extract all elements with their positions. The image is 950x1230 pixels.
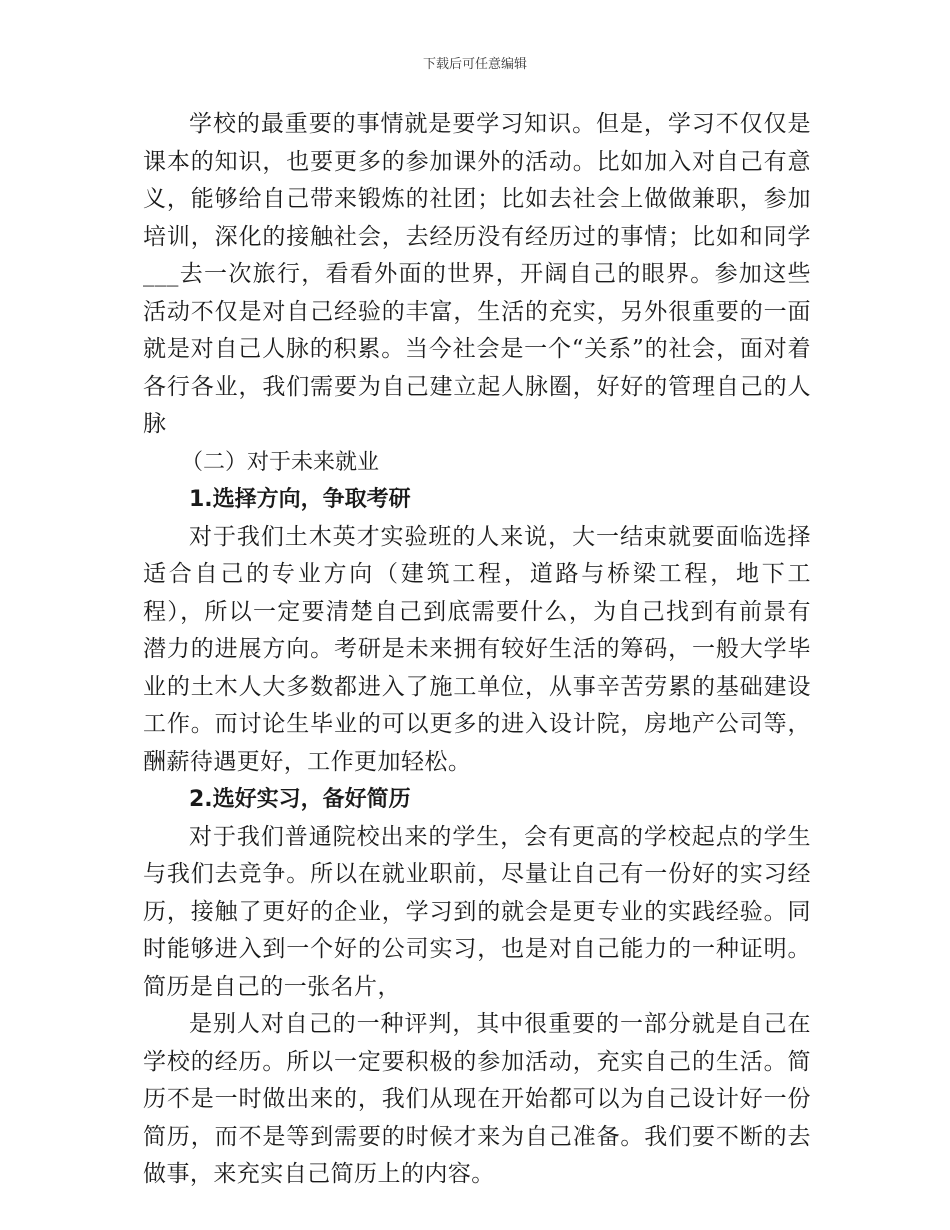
subheading-internship-resume: 2.选好实习，备好简历 (189, 787, 411, 812)
paragraph-resume: 是别人对自己的一种评判，其中很重要的一部分就是自己在学校的经历。所以一定要积极的参加活动，充实自己的生活。简历不是一时做出来的，我们从现在开始都可以为自己设计好一份简历，而不是等到需要的时候才来为自己准备。我们要不断的去做事，来充实自己简历上的内容。 (143, 1011, 811, 1187)
subheading-choose-direction: 1.选择方向，争取考研 (189, 487, 411, 512)
section-heading-future-employment: （二）对于未来就业 (181, 449, 380, 475)
paragraph-internship: 对于我们普通院校出来的学生，会有更高的学校起点的学生与我们去竞争。所以在就业职前，尽量让自己有一份好的实习经历，接触了更好的企业，学习到的就会是更专业的实践经验。同时能够进入到一个好的公司实习，也是对自己能力的一种证明。简历是自己的一张名片， (143, 823, 811, 1000)
page-header: 下载后可任意编辑 (422, 57, 527, 72)
paragraph-direction-and-postgrad: 对于我们土木英才实验班的人来说，大一结束就要面临选择适合自己的专业方向（建筑工程，道路与桥梁工程，地下工程），所以一定要清楚自己到底需要什么，为自己找到有前景有潜力的进展方向。考研是未来拥有较好生活的筹码，一般大学毕业的土木人大多数都进入了施工单位，从事辛苦劳累的基础建设工作。而讨论生毕业的可以更多的进入设计院，房地产公司等，酬薪待遇更好，工作更加轻松。 (143, 523, 811, 775)
paragraph-study-and-activities: 学校的最重要的事情就是要学习知识。但是，学习不仅仅是课本的知识，也要更多的参加课外的活动。比如加入对自己有意义，能够给自己带来锻炼的社团；比如去社会上做做兼职，参加培训，深化的接触社会，去经历没有经历过的事情；比如和同学___去一次旅行，看看外面的世界，开阔自己的眼界。参加这些活动不仅是对自己经验的丰富，生活的充实，另外很重要的一面就是对自己人脉的积累。当今社会是一个“关系”的社会，面对着各行各业，我们需要为自己建立起人脉圈，好好的管理自己的人脉 (143, 111, 811, 437)
document-body (143, 106, 811, 1194)
